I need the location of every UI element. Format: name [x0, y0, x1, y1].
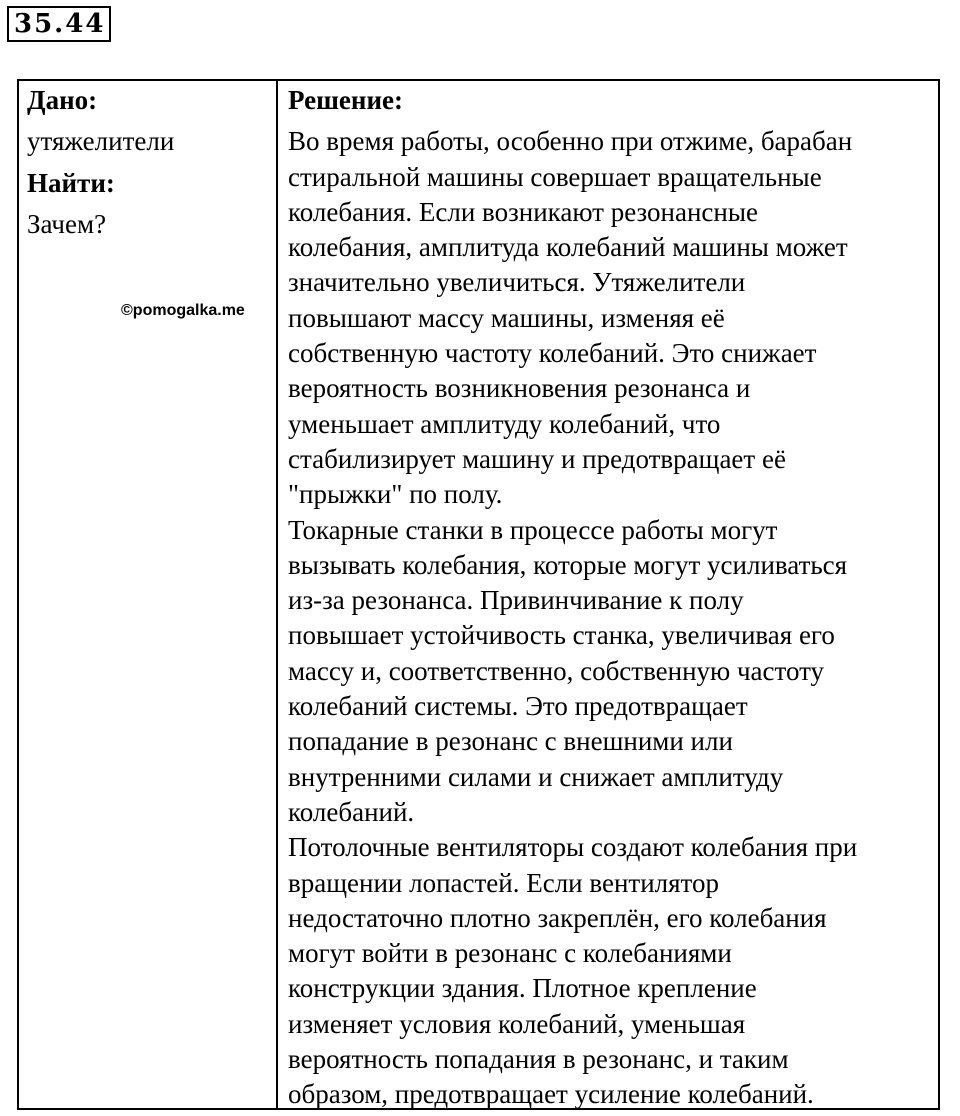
solution-column: [288, 83, 940, 1113]
solution-line: вращении лопастей. Если вентилятор: [288, 867, 719, 898]
column-divider: [276, 81, 278, 1108]
given-column: [27, 83, 272, 248]
solution-line: Во время работы, особенно при отжиме, барабан: [288, 126, 853, 157]
solution-line: уменьшает амплитуду колебаний, что: [288, 408, 721, 439]
given-value: утяжелители: [27, 126, 175, 157]
solution-line: вероятность возникновения резонанса и: [288, 373, 751, 404]
solution-line: повышает устойчивость станка, увеличивая его: [288, 620, 835, 651]
find-value: Зачем?: [27, 208, 107, 239]
solution-line: Токарные станки в процессе работы могут: [288, 514, 778, 545]
solution-line: вызывать колебания, которые могут усиливаться: [288, 549, 848, 580]
solution-line: стабилизирует машину и предотвращает её: [288, 443, 786, 474]
solution-line: вероятность попадания в резонанс, и таким: [288, 1044, 789, 1075]
solution-line: массу и, соответственно, собственную частоту: [288, 655, 825, 686]
solution-line: попадание в резонанс с внешними или: [288, 726, 733, 757]
solution-line: недостаточно плотно закреплён, его колебания: [288, 902, 827, 933]
solution-line: колебания. Если возникают резонансные: [288, 196, 758, 227]
solution-line: образом, предотвращает усиление колебаний.: [288, 1079, 814, 1110]
solution-line: конструкции здания. Плотное крепление: [288, 973, 757, 1004]
solution-line: колебаний системы. Это предотвращает: [288, 691, 748, 722]
solution-line: собственную частоту колебаний. Это снижает: [288, 338, 817, 369]
solution-line: стиральной машины совершает вращательные: [288, 161, 822, 192]
solution-line: изменяет условия колебаний, уменьшая: [288, 1008, 746, 1039]
solution-line: значительно увеличиться. Утяжелители: [288, 267, 746, 298]
solution-line: могут войти в резонанс с колебаниями: [288, 938, 732, 969]
find-heading: Найти:: [27, 167, 115, 198]
task-table: [17, 79, 940, 1110]
given-heading: Дано:: [27, 85, 98, 115]
problem-number: 35.44: [7, 6, 111, 42]
solution-line: Потолочные вентиляторы создают колебания при: [288, 832, 858, 863]
solution-text: [288, 124, 940, 1112]
solution-line: колебания, амплитуда колебаний машины может: [288, 232, 848, 263]
solution-line: повышают массу машины, изменяя её: [288, 302, 725, 333]
solution-line: внутренними силами и снижает амплитуду: [288, 761, 784, 792]
solution-line: "прыжки" по полу.: [288, 479, 503, 510]
solution-line: из-за резонанса. Привинчивание к полу: [288, 585, 744, 616]
solution-line: колебаний.: [288, 796, 415, 827]
watermark: ©pomogalka.me: [121, 302, 245, 319]
solution-heading: Решение:: [288, 85, 403, 115]
